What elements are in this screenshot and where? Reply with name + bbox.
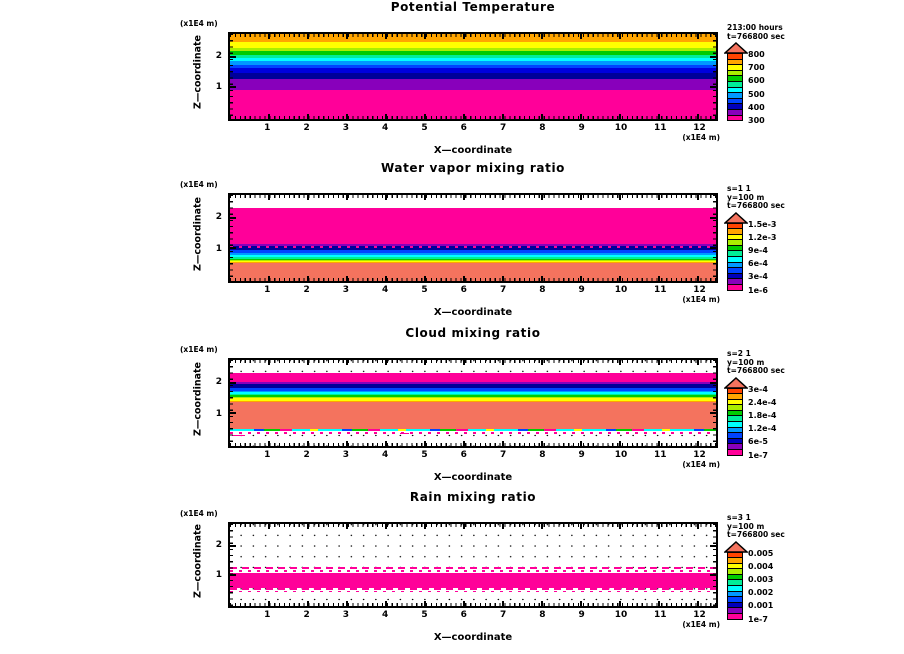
x-major-tick [502,276,504,281]
colorbar-label: 400 [748,102,765,112]
x-major-tick [658,195,660,200]
x-major-tick [619,524,621,529]
z-major-tick [230,56,236,58]
x-major-tick [385,524,387,529]
x-major-tick [424,360,426,365]
legend-header-line: s=3 1 [727,513,751,522]
z-major-tick [710,247,716,249]
x-major-tick [463,441,465,446]
x-major-tick [697,601,699,606]
z-tick-label: 2 [215,212,222,223]
x-major-tick [385,441,387,446]
x-major-tick [541,114,543,119]
x-major-tick [307,34,309,39]
x-major-tick [580,114,582,119]
z-major-tick [710,382,716,384]
colorbar-label: 0.003 [748,574,774,584]
z-major-tick [710,217,716,219]
z-tick-label: 2 [215,51,222,62]
x-major-tick [346,360,348,365]
x-major-tick [541,524,543,529]
x-tick-label: 12 [693,610,706,620]
x-major-tick [385,34,387,39]
x-major-tick [697,276,699,281]
contour-band [230,588,716,589]
x-major-tick [424,195,426,200]
x-major-tick [658,276,660,281]
x-tick-label: 11 [654,123,667,133]
x-major-tick [268,34,270,39]
x-tick-label: 4 [382,123,389,133]
contour-plot [228,358,718,448]
z-axis-label: Z—coordinate [192,523,204,598]
legend-header-line: y=100 m [727,357,765,367]
z-axis-label: Z—coordinate [192,196,204,271]
contour-fragment [232,435,244,437]
contour-band [230,208,716,244]
minor-tick-strip [230,34,233,119]
x-major-tick [658,601,660,606]
colorbar-label: 1.8e-4 [748,410,777,420]
x-axis-unit: (x1E4 m) [682,133,720,142]
x-major-tick [502,114,504,119]
x-major-tick [541,34,543,39]
x-tick-label: 5 [421,610,428,620]
x-major-tick [658,360,660,365]
colorbar-label: 300 [748,116,765,125]
minor-tick-strip [230,443,716,446]
legend-header [727,514,899,540]
x-tick-label: 10 [614,123,628,133]
x-tick-label: 10 [614,285,628,295]
colorbar-label: 6e-4 [748,259,768,269]
colorbar [727,377,899,460]
x-major-tick [580,34,582,39]
x-major-tick [658,114,660,119]
x-tick-label: 1 [264,610,271,620]
x-major-tick [307,601,309,606]
contour-field [230,195,716,281]
x-major-tick [307,441,309,446]
colorbar [727,42,899,125]
z-tick-label: 1 [215,82,222,93]
z-major-tick [230,545,236,547]
legend-header-line: y=100 m [727,521,765,531]
x-major-tick [502,360,504,365]
z-tick-label: 2 [215,377,222,388]
x-tick-label: 3 [342,123,350,133]
x-major-tick [619,441,621,446]
x-major-tick [424,601,426,606]
x-major-tick [697,114,699,119]
panel-potential-temperature [0,0,904,161]
panel-rain-mixing-ratio [0,490,904,654]
x-tick-label: 4 [382,610,389,620]
legend-header-line: t=766800 sec [727,530,785,539]
z-major-tick [710,545,716,547]
minor-tick-strip [713,360,716,446]
x-tick-label: 2 [303,285,310,295]
colorbar [727,541,899,624]
colorbar-legend [727,184,899,295]
panel-title: Water vapor mixing ratio [380,161,566,175]
x-tick-label: 12 [693,285,706,295]
x-major-tick [307,195,309,200]
x-tick-label: 9 [578,123,585,133]
x-tick-label: 11 [654,285,667,295]
x-major-tick [268,195,270,200]
x-tick-label: 11 [654,450,667,460]
x-major-tick [346,195,348,200]
x-tick-label: 8 [539,610,546,620]
z-major-tick [230,574,236,576]
x-major-tick [463,195,465,200]
colorbar-label: 2.4e-4 [748,397,777,407]
x-major-tick [541,601,543,606]
x-tick-label: 1 [264,123,271,133]
x-major-tick [541,441,543,446]
minor-tick-strip [230,524,716,527]
x-major-tick [697,34,699,39]
x-major-tick [463,524,465,529]
panel-title: Rain mixing ratio [409,490,537,504]
x-major-tick [346,601,348,606]
x-tick-label: 1 [264,450,271,460]
contour-band [230,373,716,382]
x-major-tick [307,114,309,119]
contour-band [230,402,716,429]
x-tick-label: 9 [578,610,585,620]
colorbar-label: 0.001 [748,601,774,611]
panel-cloud-mixing-ratio [0,326,904,490]
x-major-tick [697,360,699,365]
z-axis-label: Z—coordinate [192,35,204,110]
colorbar-label: 3e-4 [748,272,768,282]
x-tick-label: 12 [693,450,706,460]
x-axis-label: X—coordinate [433,632,513,643]
z-axis-unit: (x1E4 m) [180,19,218,28]
legend-header-line: s=2 1 [727,349,751,358]
colorbar-legend [727,349,899,460]
colorbar-label: 1.2e-3 [748,232,777,242]
x-major-tick [463,276,465,281]
colorbar-label: 800 [748,50,765,59]
x-tick-label: 7 [499,285,507,295]
panel-water-vapor-mixing-ratio [0,161,904,326]
legend-header-line: t=766800 sec [727,31,785,41]
x-tick-label: 6 [460,285,467,295]
x-major-tick [307,360,309,365]
contour-plot [228,32,718,121]
colorbar-label: 0.004 [748,561,774,571]
z-major-tick [710,56,716,58]
colorbar-band [727,284,743,291]
legend-header-line: 213:00 hours [727,23,783,32]
z-major-tick [710,86,716,88]
contour-band [230,90,716,119]
x-tick-label: 11 [654,610,667,620]
colorbar-label: 0.005 [748,548,774,558]
z-major-tick [230,247,236,249]
contour-band [230,567,716,569]
x-tick-label: 7 [499,610,507,620]
x-major-tick [268,360,270,365]
x-major-tick [385,276,387,281]
colorbar-label: 1e-7 [748,450,768,460]
minor-tick-strip [230,34,716,37]
x-major-tick [307,524,309,529]
x-major-tick [619,276,621,281]
z-tick-label: 1 [215,243,222,254]
x-major-tick [658,441,660,446]
z-major-tick [230,412,236,414]
x-tick-label: 5 [421,285,428,295]
contour-band [230,246,716,248]
contour-plot [228,522,718,608]
x-tick-label: 3 [342,450,350,460]
x-major-tick [424,441,426,446]
x-major-tick [541,195,543,200]
x-major-tick [385,114,387,119]
x-tick-label: 9 [578,450,585,460]
x-major-tick [580,360,582,365]
z-major-tick [230,217,236,219]
x-tick-label: 4 [382,285,389,295]
x-major-tick [619,34,621,39]
minor-tick-strip [230,360,233,446]
x-major-tick [424,524,426,529]
x-tick-label: 9 [578,285,585,295]
x-tick-label: 5 [421,450,428,460]
panel-title: Cloud mixing ratio [405,326,541,340]
x-tick-label: 1 [264,285,271,295]
x-tick-label: 10 [614,610,628,620]
contour-band [230,570,716,572]
x-major-tick [307,276,309,281]
colorbar-label: 1e-7 [748,614,768,624]
z-major-tick [230,86,236,88]
legend-header [727,350,899,376]
x-major-tick [697,524,699,529]
x-tick-label: 4 [382,450,389,460]
x-major-tick [424,34,426,39]
x-axis-unit: (x1E4 m) [682,620,720,629]
colorbar-band [727,115,743,122]
colorbar [727,212,899,295]
x-tick-label: 5 [421,123,428,133]
x-major-tick [346,441,348,446]
x-major-tick [268,524,270,529]
x-major-tick [268,441,270,446]
x-tick-label: 2 [303,610,310,620]
z-axis-unit: (x1E4 m) [180,345,218,354]
z-tick-label: 1 [215,570,222,581]
z-axis-unit: (x1E4 m) [180,180,218,189]
x-major-tick [385,601,387,606]
x-major-tick [463,34,465,39]
x-major-tick [463,601,465,606]
minor-tick-strip [713,524,716,606]
colorbar-label: 1.2e-4 [748,424,777,434]
minor-tick-strip [230,524,233,606]
x-major-tick [463,360,465,365]
colorbar-band [727,613,743,620]
minor-tick-strip [230,360,716,363]
x-major-tick [268,276,270,281]
colorbar-label: 1e-6 [748,285,768,295]
x-tick-label: 2 [303,450,310,460]
x-major-tick [463,114,465,119]
contour-band [230,429,716,431]
panel-title: Potential Temperature [390,0,556,14]
x-tick-label: 8 [539,285,546,295]
x-major-tick [541,360,543,365]
x-major-tick [697,195,699,200]
colorbar-legend [727,23,899,125]
minor-tick-strip [230,603,716,606]
contour-field [230,524,716,606]
colorbar-label: 700 [748,63,765,73]
x-major-tick [580,276,582,281]
minor-tick-strip [230,195,233,281]
x-major-tick [619,114,621,119]
x-major-tick [580,524,582,529]
x-major-tick [385,195,387,200]
z-major-tick [710,574,716,576]
contour-band [230,591,716,592]
x-tick-label: 7 [499,450,507,460]
contour-field [230,34,716,119]
x-major-tick [541,276,543,281]
contour-plot [228,193,718,283]
contour-band [230,573,716,588]
x-major-tick [385,360,387,365]
x-major-tick [619,195,621,200]
legend-header-line: y=100 m [727,192,765,202]
x-major-tick [346,276,348,281]
x-major-tick [346,114,348,119]
colorbar-label: 1.5e-3 [748,219,777,229]
minor-tick-strip [713,195,716,281]
z-tick-label: 2 [215,540,222,551]
colorbar-label: 600 [748,76,765,86]
x-major-tick [580,441,582,446]
x-major-tick [502,524,504,529]
x-major-tick [697,441,699,446]
x-tick-label: 8 [539,450,546,460]
x-major-tick [424,114,426,119]
x-tick-label: 3 [342,285,350,295]
colorbar-label: 500 [748,89,765,99]
x-tick-label: 2 [303,123,310,133]
minor-tick-strip [713,34,716,119]
minor-tick-strip [230,278,716,281]
legend-header-line: s=1 1 [727,184,751,193]
colorbar-label: 3e-4 [748,384,768,394]
x-major-tick [502,601,504,606]
colorbar-band [727,449,743,456]
x-major-tick [346,34,348,39]
x-major-tick [346,524,348,529]
legend-header-line: t=766800 sec [727,201,785,210]
x-tick-label: 12 [693,123,706,133]
x-axis-label: X—coordinate [433,472,513,483]
minor-tick-strip [230,116,716,119]
x-major-tick [658,524,660,529]
x-tick-label: 3 [342,610,350,620]
x-major-tick [580,601,582,606]
contour-field [230,360,716,446]
x-axis-label: X—coordinate [433,307,513,318]
colorbar-label: 6e-5 [748,437,768,447]
minor-tick-strip [230,195,716,198]
x-axis-unit: (x1E4 m) [682,460,720,469]
z-axis-label: Z—coordinate [192,361,204,436]
colorbar-label: 0.002 [748,588,774,598]
x-major-tick [619,601,621,606]
x-tick-label: 6 [460,610,467,620]
colorbar-label: 9e-4 [748,245,768,255]
x-major-tick [658,34,660,39]
legend-header [727,185,899,211]
x-major-tick [502,34,504,39]
contour-band [230,432,716,433]
z-axis-unit: (x1E4 m) [180,509,218,518]
x-major-tick [502,441,504,446]
contour-fragment [400,433,409,435]
x-tick-label: 10 [614,450,628,460]
x-tick-label: 6 [460,450,467,460]
z-major-tick [230,382,236,384]
x-axis-unit: (x1E4 m) [682,295,720,304]
x-tick-label: 8 [539,123,546,133]
legend-header-line: t=766800 sec [727,366,785,375]
x-major-tick [424,276,426,281]
legend-header [727,24,899,41]
x-tick-label: 7 [499,123,507,133]
x-major-tick [619,360,621,365]
colorbar-legend [727,513,899,624]
x-major-tick [502,195,504,200]
x-axis-label: X—coordinate [433,145,513,156]
z-major-tick [710,412,716,414]
x-major-tick [268,114,270,119]
x-major-tick [268,601,270,606]
z-tick-label: 1 [215,408,222,419]
x-tick-label: 6 [460,123,467,133]
x-major-tick [580,195,582,200]
contour-band [230,79,716,90]
